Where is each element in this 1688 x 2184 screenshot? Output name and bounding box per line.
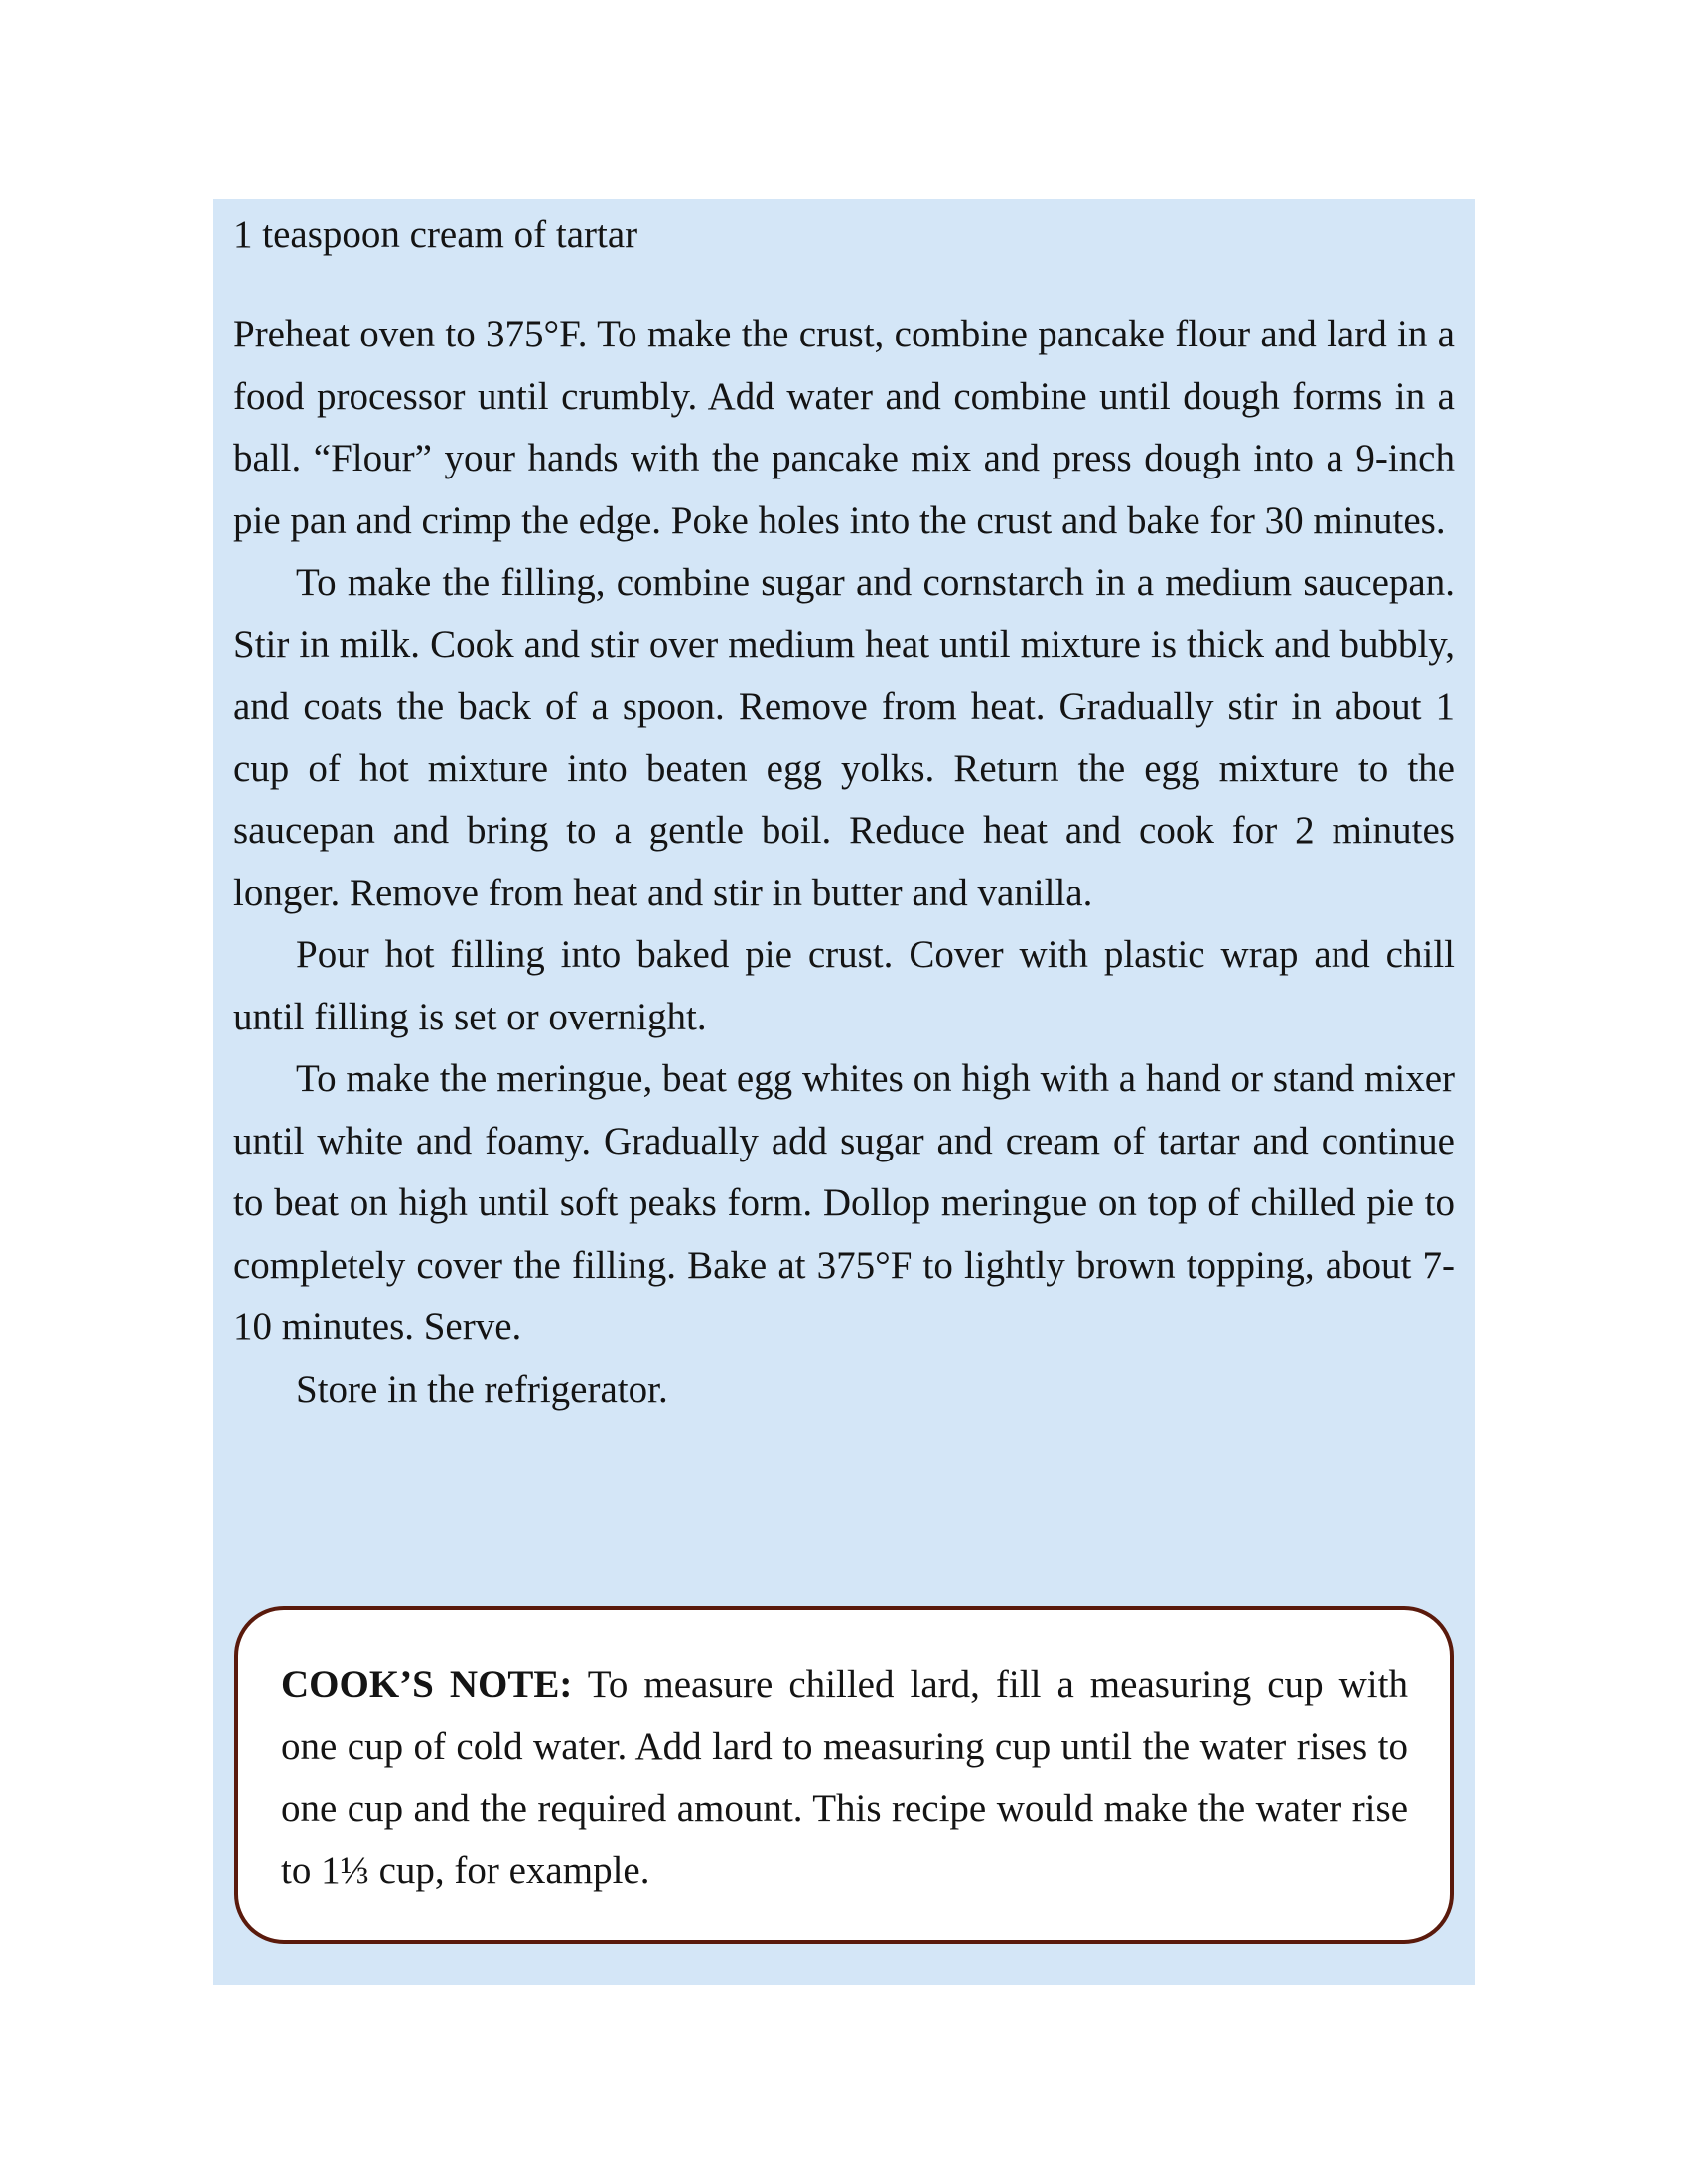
cooks-note-box xyxy=(234,1606,1454,1944)
cooks-note xyxy=(281,1654,1408,1902)
instruction-paragraph-chill: Pour hot filling into baked pie crust. Cover with plastic wrap and chill until filling is set or overnight. xyxy=(233,933,1455,1038)
cooks-note-label: COOK’S NOTE: xyxy=(281,1663,573,1706)
cooks-note-text: To measure chilled lard, fill a measuring cup with one cup of cold water. Add lard to measuring cup until the water rises to one cup and the required amount. This recipe would make the water rise to 1⅓ cup, for example. xyxy=(281,1663,1408,1892)
instruction-paragraph-meringue: To make the meringue, beat egg whites on high with a hand or stand mixer until white and foamy. Gradually add sugar and cream of tartar and continue to beat on high until soft peaks form. Dollop meringue on top of chilled pie to completely cover the filling. Bake at 375°F to lightly brown topping, about 7-10 minutes. Serve. xyxy=(233,1057,1455,1348)
recipe-panel xyxy=(213,199,1475,1985)
instruction-paragraph-filling: To make the filling, combine sugar and cornstarch in a medium saucepan. Stir in milk. Cook and stir over medium heat until mixture is thick and bubbly, and coats the back of a spoon. Remove from heat. Gradually stir in about 1 cup of hot mixture into beaten egg yolks. Return the egg mixture to the saucepan and bring to a gentle boil. Reduce heat and cook for 2 minutes longer. Remove from heat and stir in butter and vanilla. xyxy=(233,561,1455,914)
instruction-paragraph-storage: Store in the refrigerator. xyxy=(296,1367,668,1411)
instruction-paragraph-crust: Preheat oven to 375°F. To make the crust, combine pancake flour and lard in a food processor until crumbly. Add water and combine until dough forms in a ball. “Flour” your hands with the pancake mix and press dough into a 9-inch pie pan and crimp the edge. Poke holes into the crust and bake for 30 minutes. xyxy=(233,313,1455,542)
ingredient-line: 1 teaspoon cream of tartar xyxy=(233,213,638,256)
recipe-instructions xyxy=(233,304,1455,1421)
